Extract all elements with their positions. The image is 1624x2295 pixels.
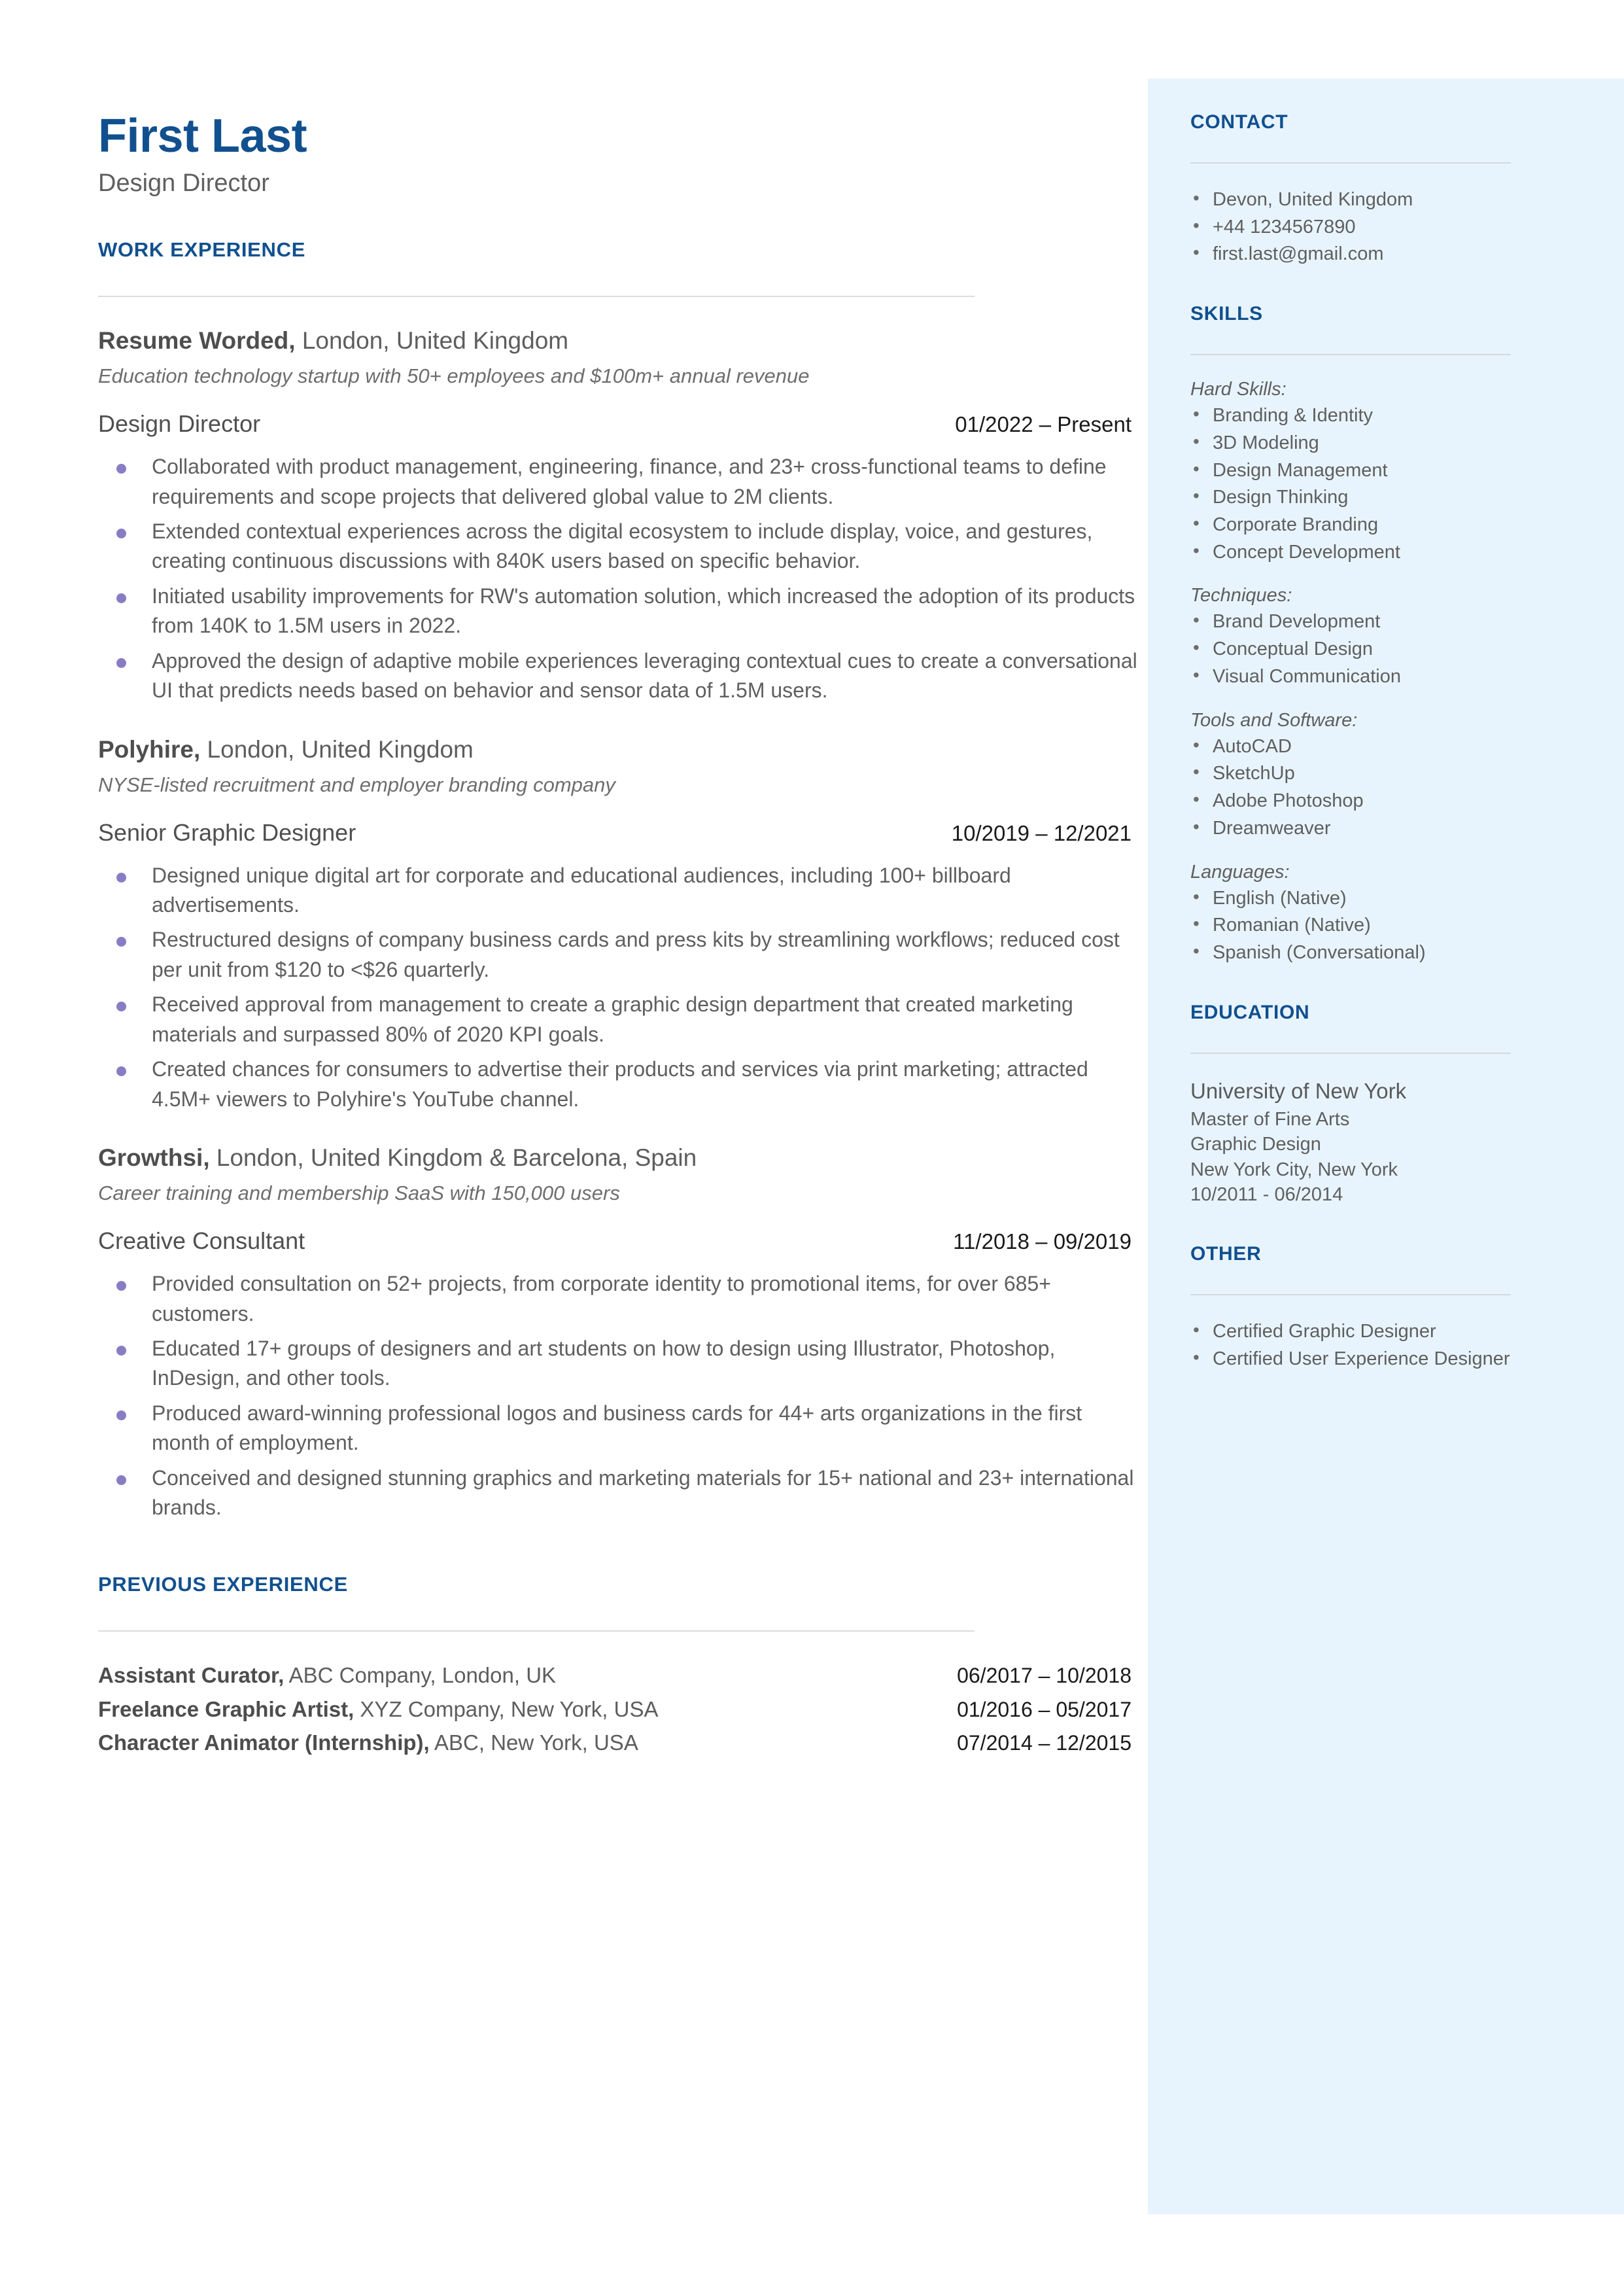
skill-item: • AutoCAD xyxy=(1190,734,1596,760)
previous-dates: 07/2014 – 12/2015 xyxy=(957,1731,1132,1755)
previous-experience-section xyxy=(98,1573,1138,1758)
skill-item: • Brand Development xyxy=(1190,609,1596,635)
job-bullet-list xyxy=(98,1269,1138,1523)
previous-detail: ABC, New York, USA xyxy=(429,1730,638,1755)
education-heading: EDUCATION xyxy=(1190,1001,1310,1023)
contact-item-location: • Devon, United Kingdom xyxy=(1190,187,1596,213)
candidate-name: First Last xyxy=(98,110,307,162)
skill-item: • Corporate Branding xyxy=(1190,512,1596,538)
job-entry xyxy=(98,326,1138,706)
main-column xyxy=(98,111,1138,1763)
job-bullet: Approved the design of adaptive mobile experiences leveraging contextual cues to create a conversational UI that predicts needs based on behavior and sensor data of 1.5M users. xyxy=(98,646,1138,706)
education-block xyxy=(1190,1077,1596,1208)
job-bullet: Designed unique digital art for corporate and educational audiences, including 100+ billboard advertisements. xyxy=(98,861,1138,920)
job-title: Senior Graphic Designer xyxy=(98,818,356,846)
job-company-name: Polyhire, xyxy=(98,735,201,763)
job-company-description: Education technology startup with 50+ employees and $100m+ annual revenue xyxy=(98,364,810,388)
job-title-row xyxy=(98,819,1132,847)
job-bullet: Extended contextual experiences across the digital ecosystem to include display, voice, and gestures, creating continuous discussions with 840K users based on specific behavior. xyxy=(98,517,1138,576)
job-entry xyxy=(98,1143,1138,1523)
job-dates: 11/2018 – 09/2019 xyxy=(953,1229,1132,1254)
skill-item: • Dreamweaver xyxy=(1190,816,1596,842)
skill-group-hard-skills xyxy=(1190,379,1596,565)
job-dates: 10/2019 – 12/2021 xyxy=(951,820,1132,845)
job-company-location: London, United Kingdom xyxy=(200,735,474,763)
job-company-location: London, United Kingdom & Barcelona, Spain xyxy=(209,1144,697,1172)
skill-list xyxy=(1190,886,1596,966)
job-bullet: Restructured designs of company business cards and press kits by streamlining workflows; reduced cost per unit from $120 to <$26 quarterly. xyxy=(98,925,1138,985)
job-company-line xyxy=(98,735,1138,765)
skill-item: • Design Management xyxy=(1190,458,1596,484)
skills-heading: SKILLS xyxy=(1190,303,1263,325)
job-title-row xyxy=(98,1227,1132,1255)
candidate-headline: Design Director xyxy=(98,169,269,198)
skill-group-label: Languages: xyxy=(1190,861,1290,883)
education-degree: Master of Fine Arts xyxy=(1190,1108,1350,1130)
skill-item: • SketchUp xyxy=(1190,761,1596,787)
previous-detail: XYZ Company, New York, USA xyxy=(354,1696,659,1721)
previous-experience-row xyxy=(98,1696,1132,1724)
other-item: • Certified Graphic Designer xyxy=(1190,1319,1596,1345)
previous-experience-divider xyxy=(98,1630,975,1632)
contact-item-email: • first.last@gmail.com xyxy=(1190,241,1596,268)
job-company-line xyxy=(98,1143,1138,1173)
education-section xyxy=(1190,1002,1596,1208)
education-field: Graphic Design xyxy=(1190,1134,1321,1155)
job-bullet: Conceived and designed stunning graphics and marketing materials for 15+ national and 23+ international brands. xyxy=(98,1463,1138,1523)
job-company-line xyxy=(98,326,1138,356)
other-item: • Certified User Experience Designer xyxy=(1190,1346,1596,1373)
job-title: Creative Consultant xyxy=(98,1227,305,1255)
skills-section xyxy=(1190,303,1596,966)
job-bullet-list xyxy=(98,452,1138,706)
skill-item: • Romanian (Native) xyxy=(1190,913,1596,939)
skill-item: • Concept Development xyxy=(1190,540,1596,566)
contact-list xyxy=(1190,187,1596,268)
skill-item: • Conceptual Design xyxy=(1190,637,1596,663)
previous-detail: ABC Company, London, UK xyxy=(284,1662,557,1687)
skill-group-tools-and-software xyxy=(1190,710,1596,842)
job-title: Design Director xyxy=(98,410,261,438)
education-divider xyxy=(1190,1053,1511,1054)
skill-list xyxy=(1190,609,1596,690)
skill-item: • English (Native) xyxy=(1190,886,1596,912)
job-bullet: Produced award-winning professional logos and business cards for 44+ arts organizations in the first month of employment. xyxy=(98,1399,1138,1458)
skills-block xyxy=(1190,379,1596,966)
previous-dates: 06/2017 – 10/2018 xyxy=(957,1663,1132,1687)
job-bullet: Educated 17+ groups of designers and art students on how to design using Illustrator, Photoshop, InDesign, and other tools. xyxy=(98,1334,1138,1393)
previous-experience-heading: PREVIOUS EXPERIENCE xyxy=(98,1572,348,1596)
skills-divider xyxy=(1190,354,1511,355)
other-block xyxy=(1190,1319,1596,1372)
job-bullet: Provided consultation on 52+ projects, from corporate identity to promotional items, for over 685+ customers. xyxy=(98,1269,1138,1329)
job-company-name: Resume Worded, xyxy=(98,327,296,355)
skill-item: • 3D Modeling xyxy=(1190,430,1596,457)
job-company-location: London, United Kingdom xyxy=(295,327,569,355)
other-divider xyxy=(1190,1294,1511,1295)
job-bullet: Initiated usability improvements for RW's automation solution, which increased the adoption of its products from 140K to 1.5M users in 2022. xyxy=(98,582,1138,641)
contact-block xyxy=(1190,187,1596,268)
other-heading: OTHER xyxy=(1190,1242,1262,1265)
education-school: University of New York xyxy=(1190,1078,1407,1103)
job-title-row xyxy=(98,410,1132,438)
education-dates: 10/2011 - 06/2014 xyxy=(1190,1184,1343,1206)
skill-group-label: Tools and Software: xyxy=(1190,709,1358,731)
contact-divider xyxy=(1190,162,1511,164)
skill-group-languages xyxy=(1190,862,1596,966)
job-bullet: Collaborated with product management, engineering, finance, and 23+ cross-functional teams to define requirements and scope projects that delivered global value to 2M clients. xyxy=(98,452,1138,512)
job-dates: 01/2022 – Present xyxy=(955,412,1132,437)
job-company-description: Career training and membership SaaS with 150,000 users xyxy=(98,1182,620,1205)
other-list xyxy=(1190,1319,1596,1372)
job-bullet: Created chances for consumers to advertise their products and services via print marketing; attracted 4.5M+ viewers to Polyhire's YouTube channel. xyxy=(98,1055,1138,1114)
work-experience-heading: WORK EXPERIENCE xyxy=(98,238,306,262)
skill-group-label: Techniques: xyxy=(1190,585,1292,606)
work-experience-divider xyxy=(98,296,975,297)
contact-item-phone: • +44 1234567890 xyxy=(1190,215,1596,241)
previous-role-line xyxy=(98,1662,556,1690)
previous-experience-row xyxy=(98,1662,1132,1690)
previous-role-line xyxy=(98,1696,659,1724)
skill-item: • Visual Communication xyxy=(1190,664,1596,690)
skill-list xyxy=(1190,734,1596,842)
other-section xyxy=(1190,1243,1596,1372)
job-company-description: NYSE-listed recruitment and employer branding company xyxy=(98,773,615,796)
skill-item: • Spanish (Conversational) xyxy=(1190,940,1596,966)
skill-group-label: Hard Skills: xyxy=(1190,379,1287,400)
job-company-name: Growthsi, xyxy=(98,1144,210,1172)
contact-heading: CONTACT xyxy=(1190,111,1288,133)
job-bullet: Received approval from management to create a graphic design department that created marketing materials and surpassed 80% of 2020 KPI goals. xyxy=(98,990,1138,1049)
previous-role-line xyxy=(98,1729,638,1757)
previous-role: Assistant Curator, xyxy=(98,1662,285,1687)
skill-list xyxy=(1190,403,1596,565)
job-bullet-list xyxy=(98,861,1138,1115)
previous-experience-row xyxy=(98,1729,1132,1757)
skill-item: • Design Thinking xyxy=(1190,485,1596,511)
previous-role: Freelance Graphic Artist, xyxy=(98,1696,354,1721)
skill-item: • Branding & Identity xyxy=(1190,403,1596,429)
job-entry xyxy=(98,735,1138,1115)
education-location: New York City, New York xyxy=(1190,1159,1398,1180)
sidebar-column xyxy=(1190,111,1596,1373)
previous-role: Character Animator (Internship), xyxy=(98,1730,430,1755)
skill-group-techniques xyxy=(1190,585,1596,690)
previous-experience-list xyxy=(98,1662,1138,1758)
previous-dates: 01/2016 – 05/2017 xyxy=(957,1697,1132,1721)
skill-item: • Adobe Photoshop xyxy=(1190,788,1596,815)
